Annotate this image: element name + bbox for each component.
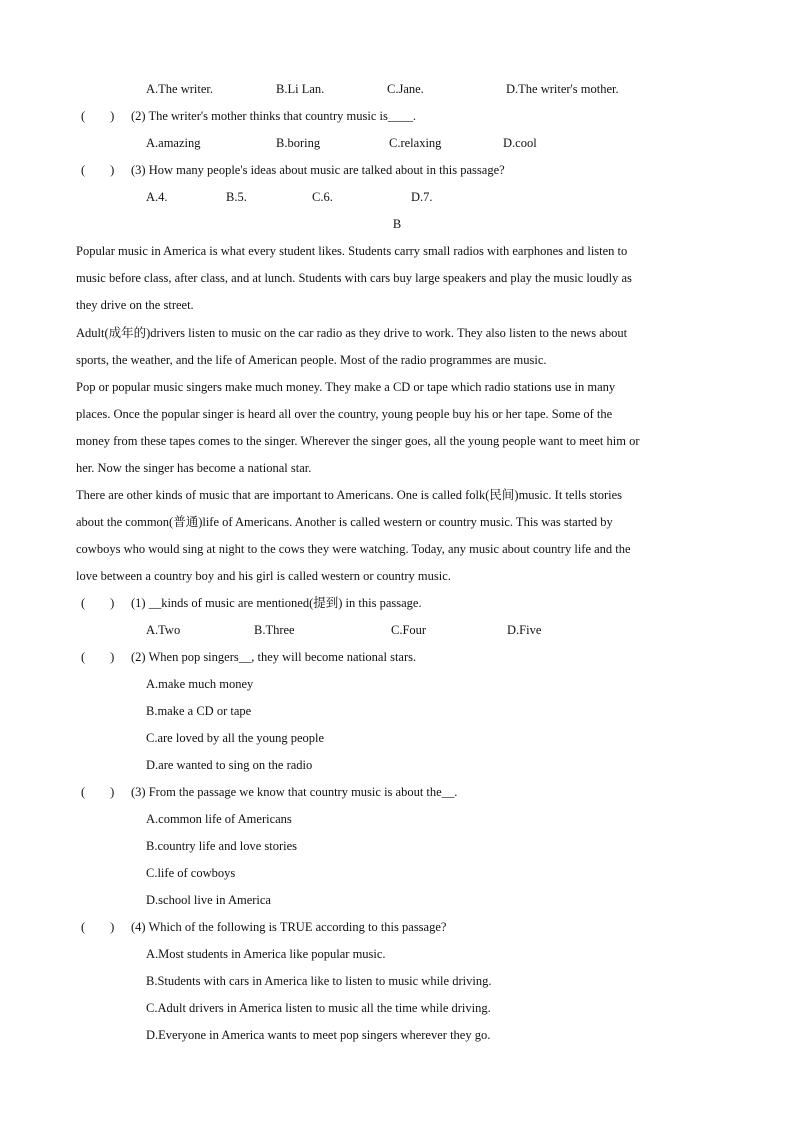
option-d[interactable]: D.school live in America bbox=[146, 893, 271, 907]
option-d[interactable]: D.Five bbox=[507, 623, 542, 637]
option-c[interactable]: C.relaxing bbox=[389, 136, 442, 150]
option-d[interactable]: D.Everyone in America wants to meet pop singers wherever they go. bbox=[146, 1028, 491, 1042]
option-a[interactable]: A.The writer. bbox=[146, 82, 213, 96]
option-a[interactable]: A.4. bbox=[146, 190, 168, 204]
passage-line: places. Once the popular singer is heard all over the country, young people buy his or her tape. Some of the bbox=[76, 407, 613, 421]
answer-blank[interactable]: ( ) bbox=[81, 596, 115, 610]
passage-line: cowboys who would sing at night to the cows they were watching. Today, any music about country life and the bbox=[76, 542, 631, 556]
option-d[interactable]: D.are wanted to sing on the radio bbox=[146, 758, 313, 772]
option-d[interactable]: D.7. bbox=[411, 190, 433, 204]
option-d[interactable]: D.cool bbox=[503, 136, 537, 150]
passage-line: about the common(普通)life of Americans. Another is called western or country music. This was started by bbox=[76, 515, 613, 529]
section-label: B bbox=[392, 217, 402, 231]
option-c[interactable]: C.are loved by all the young people bbox=[146, 731, 325, 745]
passage-line: money from these tapes comes to the singer. Wherever the singer goes, all the young people want to meet him or bbox=[76, 434, 640, 448]
question-stem: (2) The writer's mother thinks that country music is____. bbox=[131, 109, 416, 123]
option-c[interactable]: C.life of cowboys bbox=[146, 866, 236, 880]
passage-line: they drive on the street. bbox=[76, 298, 194, 312]
option-a[interactable]: A.Most students in America like popular music. bbox=[146, 947, 386, 961]
option-d[interactable]: D.The writer's mother. bbox=[506, 82, 619, 96]
answer-blank[interactable]: ( ) bbox=[81, 163, 115, 177]
option-a[interactable]: A.make much money bbox=[146, 677, 254, 691]
option-b[interactable]: B.Students with cars in America like to listen to music while driving. bbox=[146, 974, 492, 988]
passage-line: music before class, after class, and at lunch. Students with cars buy large speakers and play the music loudly as bbox=[76, 271, 632, 285]
option-c[interactable]: C.Four bbox=[391, 623, 427, 637]
question-stem: (3) From the passage we know that country music is about the__. bbox=[131, 785, 458, 799]
answer-blank[interactable]: ( ) bbox=[81, 650, 115, 664]
option-b[interactable]: B.Li Lan. bbox=[276, 82, 325, 96]
option-b[interactable]: B.5. bbox=[226, 190, 247, 204]
question-stem: (3) How many people's ideas about music are talked about in this passage? bbox=[131, 163, 505, 177]
option-a[interactable]: A.amazing bbox=[146, 136, 201, 150]
question-stem: (4) Which of the following is TRUE according to this passage? bbox=[131, 920, 447, 934]
option-b[interactable]: B.country life and love stories bbox=[146, 839, 298, 853]
passage-line: sports, the weather, and the life of American people. Most of the radio programmes are music. bbox=[76, 353, 547, 367]
option-c[interactable]: C.Adult drivers in America listen to music all the time while driving. bbox=[146, 1001, 491, 1015]
option-b[interactable]: B.make a CD or tape bbox=[146, 704, 252, 718]
answer-blank[interactable]: ( ) bbox=[81, 920, 115, 934]
answer-blank[interactable]: ( ) bbox=[81, 109, 115, 123]
passage-line: Adult(成年的)drivers listen to music on the car radio as they drive to work. They also listen to the news about bbox=[76, 326, 628, 340]
option-a[interactable]: A.common life of Americans bbox=[146, 812, 292, 826]
option-c[interactable]: C.6. bbox=[312, 190, 333, 204]
passage-line: There are other kinds of music that are important to Americans. One is called folk(民间)music. It tells stories bbox=[76, 488, 623, 502]
question-stem: (2) When pop singers__, they will become national stars. bbox=[131, 650, 417, 664]
option-c[interactable]: C.Jane. bbox=[387, 82, 424, 96]
passage-line: her. Now the singer has become a national star. bbox=[76, 461, 312, 475]
passage-line: love between a country boy and his girl is called western or country music. bbox=[76, 569, 451, 583]
option-b[interactable]: B.boring bbox=[276, 136, 321, 150]
passage-line: Pop or popular music singers make much money. They make a CD or tape which radio stations use in many bbox=[76, 380, 616, 394]
option-b[interactable]: B.Three bbox=[254, 623, 295, 637]
question-stem: (1) __kinds of music are mentioned(提到) in this passage. bbox=[131, 596, 422, 610]
passage-line: Popular music in America is what every student likes. Students carry small radios with earphones and listen to bbox=[76, 244, 628, 258]
option-a[interactable]: A.Two bbox=[146, 623, 181, 637]
answer-blank[interactable]: ( ) bbox=[81, 785, 115, 799]
